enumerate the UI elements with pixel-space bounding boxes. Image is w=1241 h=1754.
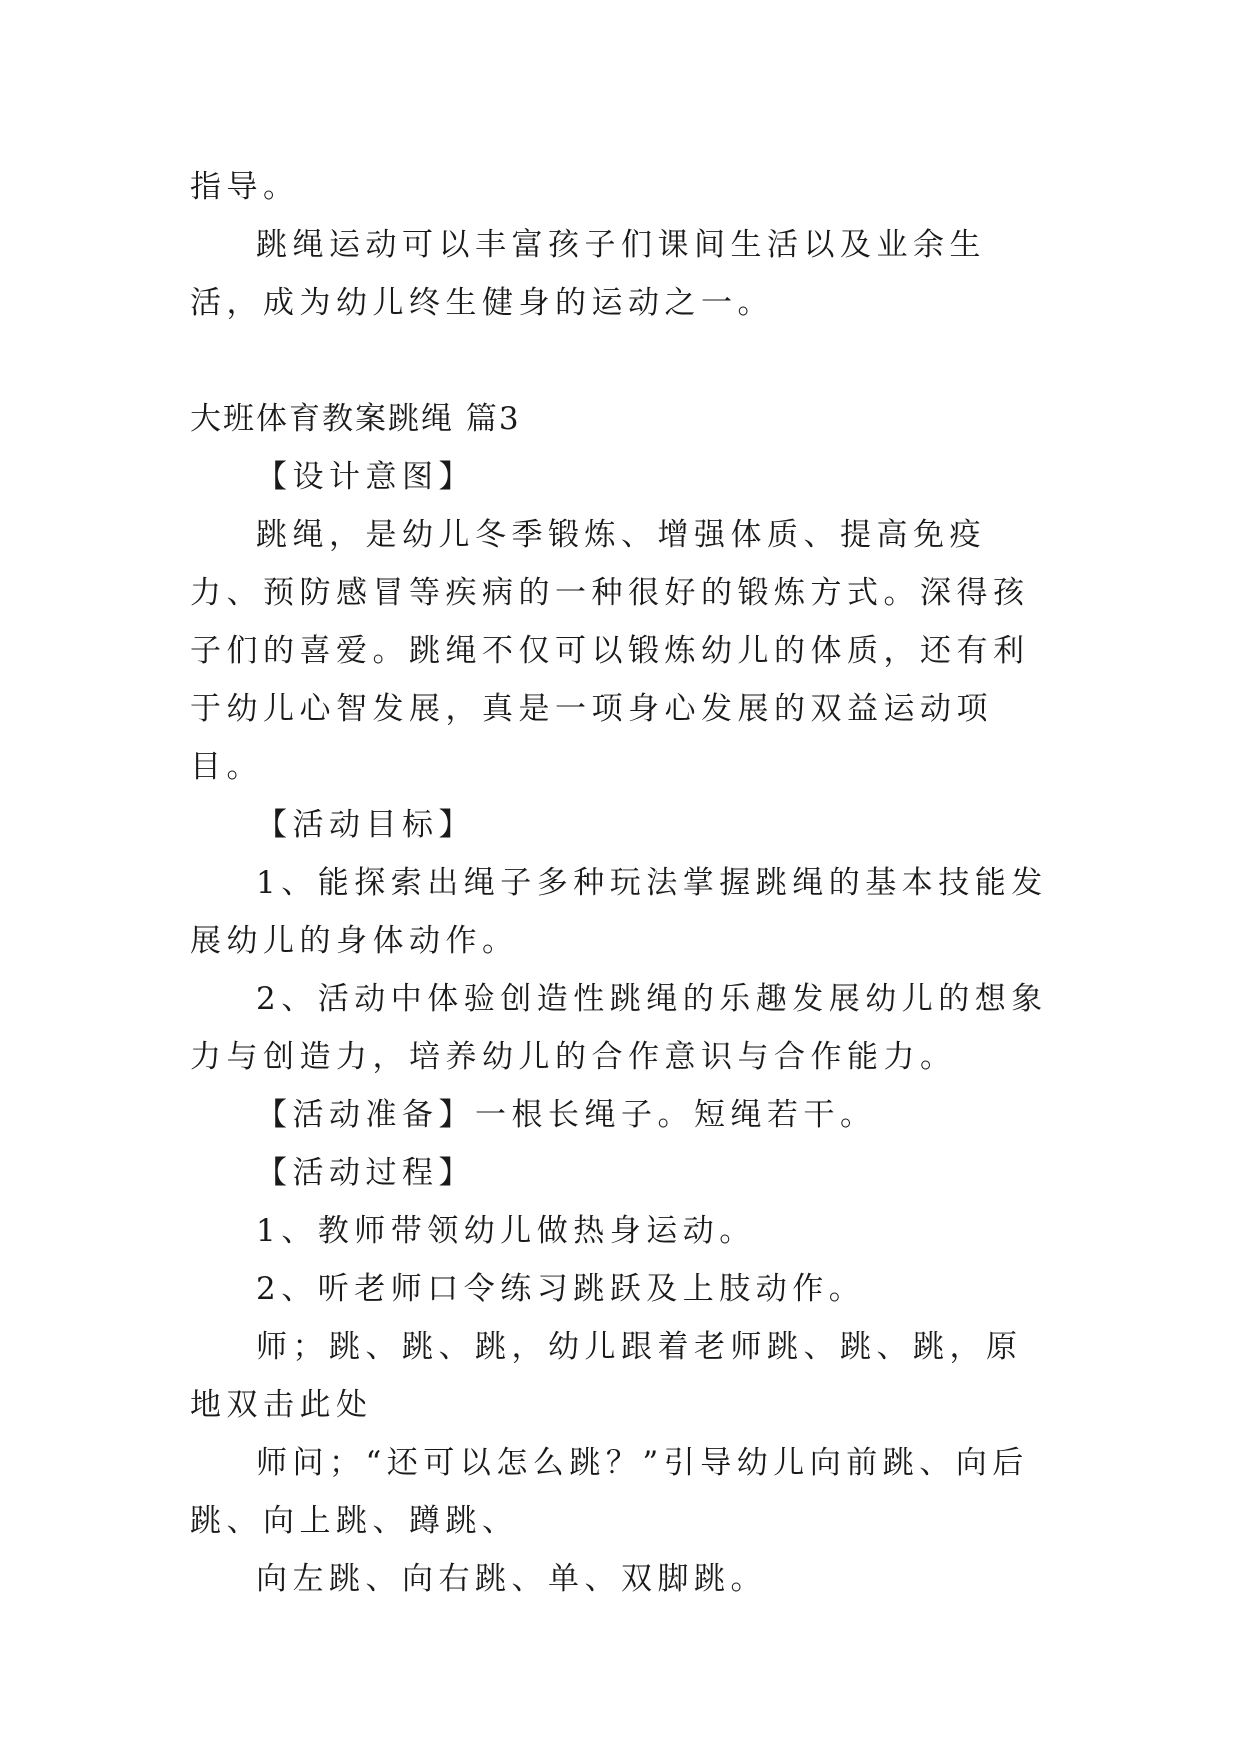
section-gap xyxy=(190,332,1050,390)
teacher-line-3: 向左跳、向右跳、单、双脚跳。 xyxy=(256,1561,767,1597)
document-body xyxy=(190,158,1050,1608)
goals-heading: 【活动目标】 xyxy=(256,807,475,843)
process-step-1: 1、教师带领幼儿做热身运动。 xyxy=(256,1213,756,1249)
section-title: 大班体育教案跳绳 篇3 xyxy=(190,401,521,437)
teacher-line-2: 师问；“还可以怎么跳？”引导幼儿向前跳、向后跳、向上跳、蹲跳、 xyxy=(190,1445,1029,1539)
goal-item-1: 1、能探索出绳子多种玩法掌握跳绳的基本技能发展幼儿的身体动作。 xyxy=(190,865,1048,959)
intro-fragment: 指导。 xyxy=(190,169,300,205)
intro-paragraph: 跳绳运动可以丰富孩子们课间生活以及业余生活，成为幼儿终生健身的运动之一。 xyxy=(190,227,986,321)
process-heading: 【活动过程】 xyxy=(256,1155,475,1191)
preparation-text: 【活动准备】一根长绳子。短绳若干。 xyxy=(256,1097,877,1133)
design-text: 跳绳，是幼儿冬季锻炼、增强体质、提高免疫力、预防感冒等疾病的一种很好的锻炼方式。深得孩子们的喜爱。跳绳不仅可以锻炼幼儿的体质，还有利于幼儿心智发展，真是一项身心发展的双益运动项目。 xyxy=(190,517,1030,785)
design-heading: 【设计意图】 xyxy=(256,459,475,495)
process-step-2: 2、听老师口令练习跳跃及上肢动作。 xyxy=(256,1271,866,1307)
goal-item-2: 2、活动中体验创造性跳绳的乐趣发展幼儿的想象力与创造力，培养幼儿的合作意识与合作能力。 xyxy=(190,981,1048,1075)
teacher-line-1: 师；跳、跳、跳，幼儿跟着老师跳、跳、跳，原地双击此处 xyxy=(190,1329,1023,1423)
